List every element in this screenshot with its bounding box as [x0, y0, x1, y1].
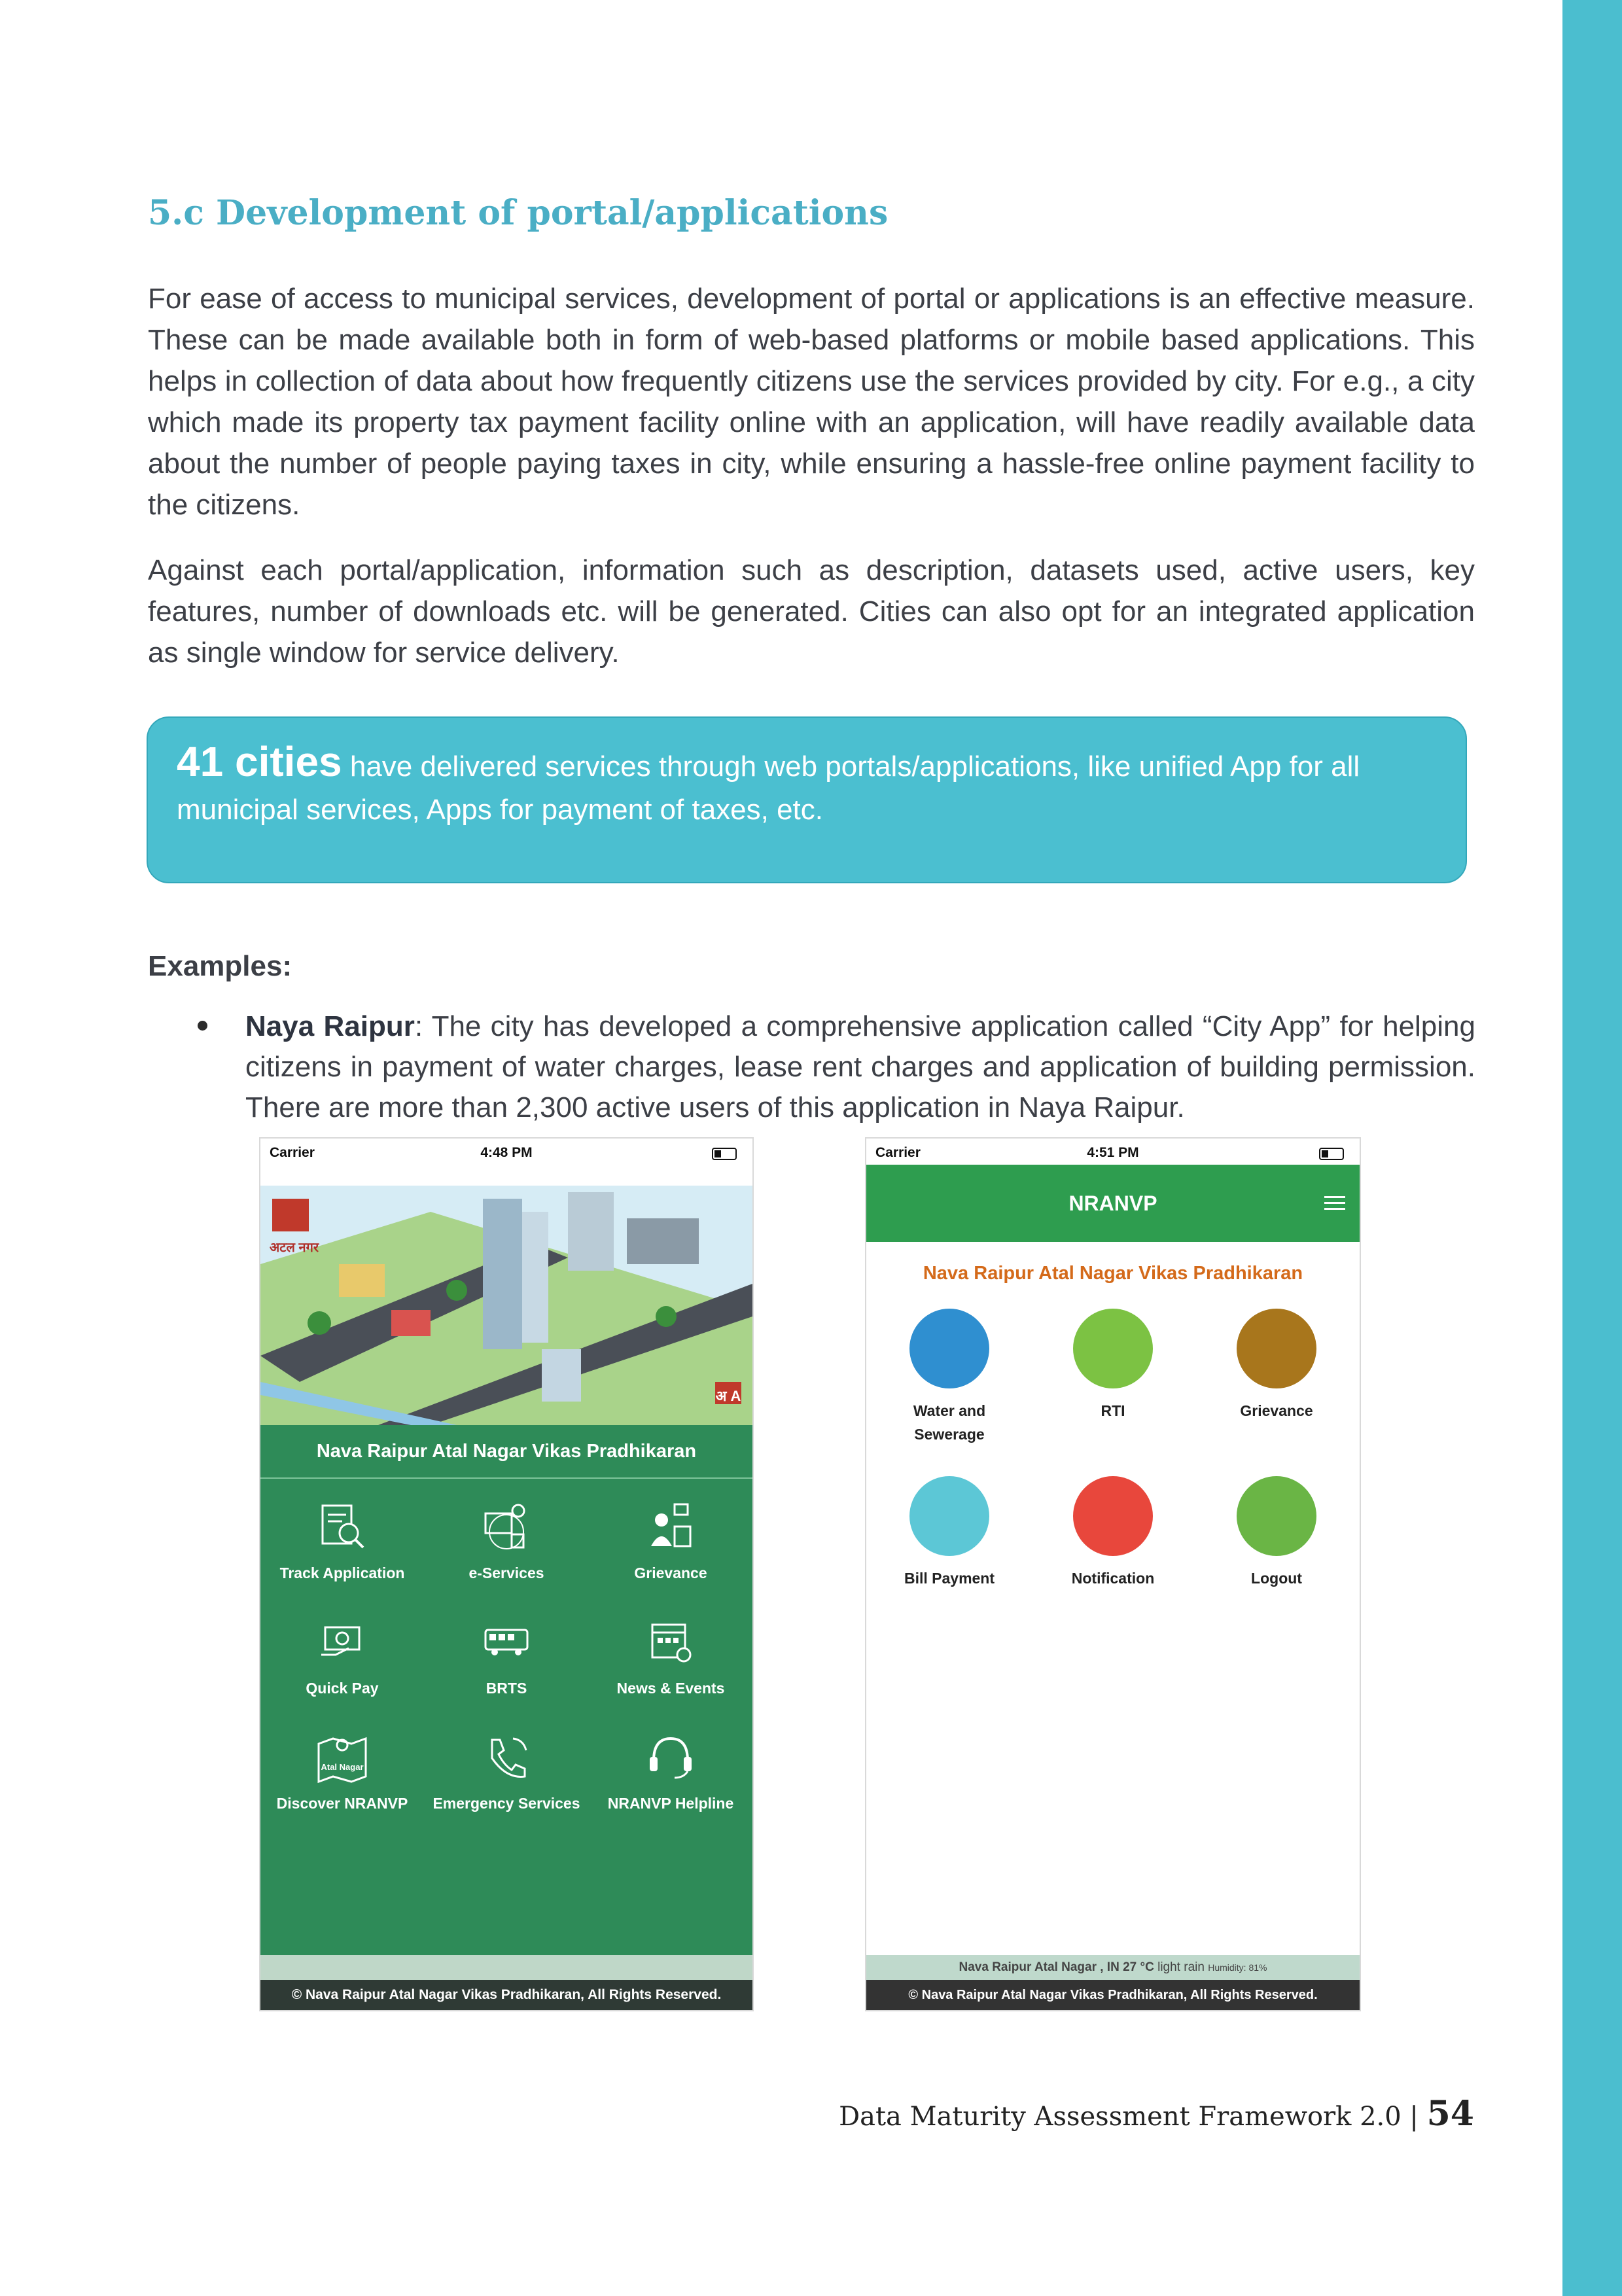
highlight-callout [147, 716, 1467, 883]
credit-card-icon [909, 1476, 989, 1556]
tile-track-application[interactable] [260, 1500, 424, 1582]
page-footer [839, 2094, 1474, 2134]
tile-brts[interactable] [425, 1616, 588, 1697]
tile-grievance[interactable] [589, 1500, 752, 1582]
city-illustration [260, 1186, 752, 1425]
tile-label: Track Application [279, 1564, 405, 1581]
tile-label: NRANVP Helpline [607, 1795, 734, 1812]
tile-discover-nranvp[interactable] [260, 1731, 424, 1812]
paragraph-1: For ease of access to municipal services, development of portal or applications is an effective measure. These can be made available both in form of web-based platforms or mobile based applications. This helps in collection of data about how frequently citizens use the services provided by city. For e.g., a city which made its property tax payment facility online with an application, will have readily available data about the number of people paying taxes in city, while ensuring a hassle-free online payment facility to the citizens. [148, 283, 1475, 521]
tile-label: BRTS [485, 1680, 527, 1697]
calendar-icon [644, 1616, 697, 1668]
weather-condition: light rain [1157, 1960, 1205, 1974]
app-subtitle: Nava Raipur Atal Nagar Vikas Pradhikaran [923, 1263, 1303, 1284]
tile-label: Grievance [634, 1564, 707, 1581]
tile-label: Water and Sewerage [913, 1402, 986, 1443]
footer-band [260, 1955, 752, 1980]
app-footer: © Nava Raipur Atal Nagar Vikas Pradhikaran, All Rights Reserved. [866, 1980, 1360, 2010]
tile-label: Discover NRANVP [276, 1795, 408, 1812]
tile-news-events[interactable] [589, 1616, 752, 1697]
app-title: Nava Raipur Atal Nagar Vikas Pradhikaran [260, 1425, 752, 1479]
e-services-icon [480, 1500, 533, 1553]
logout-icon [1237, 1476, 1316, 1556]
carrier-label: Carrier [875, 1145, 921, 1160]
tile-label: News & Events [616, 1680, 725, 1697]
tile-bill-payment[interactable] [868, 1476, 1031, 1590]
bullet-icon [198, 1021, 207, 1031]
map-label: Atal Nagar [321, 1762, 364, 1772]
map-pin-icon [316, 1731, 368, 1783]
weather-temp: 27 °C [1123, 1960, 1154, 1974]
examples-label: Examples: [148, 950, 292, 982]
tile-notification[interactable] [1031, 1476, 1195, 1590]
bell-icon [1073, 1476, 1153, 1556]
grievance-icon [644, 1500, 697, 1553]
tile-rti[interactable] [1031, 1309, 1195, 1422]
search-document-icon [316, 1500, 368, 1553]
language-english-label: A [730, 1388, 741, 1404]
phone-screenshot-nranvp [865, 1137, 1361, 2011]
rti-icon [1073, 1309, 1153, 1388]
bullet-item [245, 1006, 1475, 1128]
weather-place: Nava Raipur Atal Nagar , IN [959, 1960, 1120, 1974]
battery-icon [1319, 1148, 1344, 1160]
tile-label: RTI [1101, 1402, 1125, 1419]
headset-icon [644, 1731, 697, 1783]
battery-icon [712, 1148, 737, 1160]
tile-water-sewerage[interactable] [868, 1309, 1031, 1446]
weather-humidity: Humidity: 81% [1208, 1962, 1267, 1973]
tile-label: Grievance [1240, 1402, 1313, 1419]
tile-label: Logout [1251, 1570, 1302, 1587]
app-main-panel [260, 1425, 752, 1968]
app-header-title: NRANVP [1068, 1192, 1157, 1215]
tile-nranvp-helpline[interactable] [589, 1731, 752, 1812]
phone-icon [480, 1731, 533, 1783]
tile-emergency-services[interactable] [425, 1731, 588, 1812]
document-title: Data Maturity Assessment Framework 2.0 | [839, 2102, 1427, 2132]
app-header [866, 1165, 1360, 1242]
tile-quick-pay[interactable] [260, 1616, 424, 1697]
page-number: 54 [1426, 2094, 1474, 2134]
bus-icon [480, 1616, 533, 1668]
tile-label: Notification [1071, 1570, 1155, 1587]
tile-logout[interactable] [1195, 1476, 1358, 1590]
bullet-city: Naya Raipur [245, 1010, 415, 1042]
quick-pay-icon [316, 1616, 368, 1668]
status-bar [260, 1139, 752, 1169]
tile-label: Quick Pay [306, 1680, 379, 1697]
water-tap-icon [909, 1309, 989, 1388]
bullet-description: : The city has developed a comprehensive application called “City App” for helping citizens in payment of water charges, lease rent charges and application of building permission. There are more than 2,300 active users of this application in Naya Raipur. [245, 1010, 1475, 1123]
status-time: 4:48 PM [480, 1145, 533, 1160]
hamburger-menu-icon[interactable] [1324, 1192, 1345, 1214]
tile-label: Bill Payment [904, 1570, 995, 1587]
phone-screenshot-city-app [259, 1137, 754, 2011]
language-toggle-button[interactable] [711, 1383, 746, 1409]
tile-grievance[interactable] [1195, 1309, 1358, 1422]
language-hindi-label: अ [715, 1388, 727, 1404]
section-heading: 5.c Development of portal/applications [148, 193, 889, 233]
tile-label: Emergency Services [432, 1795, 580, 1812]
grievance-icon [1237, 1309, 1316, 1388]
hero-sign: अटल नगर [270, 1241, 319, 1255]
carrier-label: Carrier [270, 1145, 315, 1160]
tile-e-services[interactable] [425, 1500, 588, 1582]
side-color-bar [1562, 0, 1622, 2296]
callout-highlight: 41 cities [177, 738, 342, 785]
tile-label: e-Services [468, 1564, 544, 1581]
status-time: 4:51 PM [1087, 1145, 1139, 1160]
paragraph-2: Against each portal/application, information such as description, datasets used, active users, key features, number of downloads etc. will be generated. Cities can also opt for an integrated application as single window for service delivery. [148, 554, 1475, 669]
app-footer: © Nava Raipur Atal Nagar Vikas Pradhikaran, All Rights Reserved. [260, 1980, 752, 2010]
callout-text: have delivered services through web portals/applications, like unified App for all municipal services, Apps for payment of taxes, etc. [177, 751, 1360, 826]
weather-bar [866, 1955, 1360, 1980]
